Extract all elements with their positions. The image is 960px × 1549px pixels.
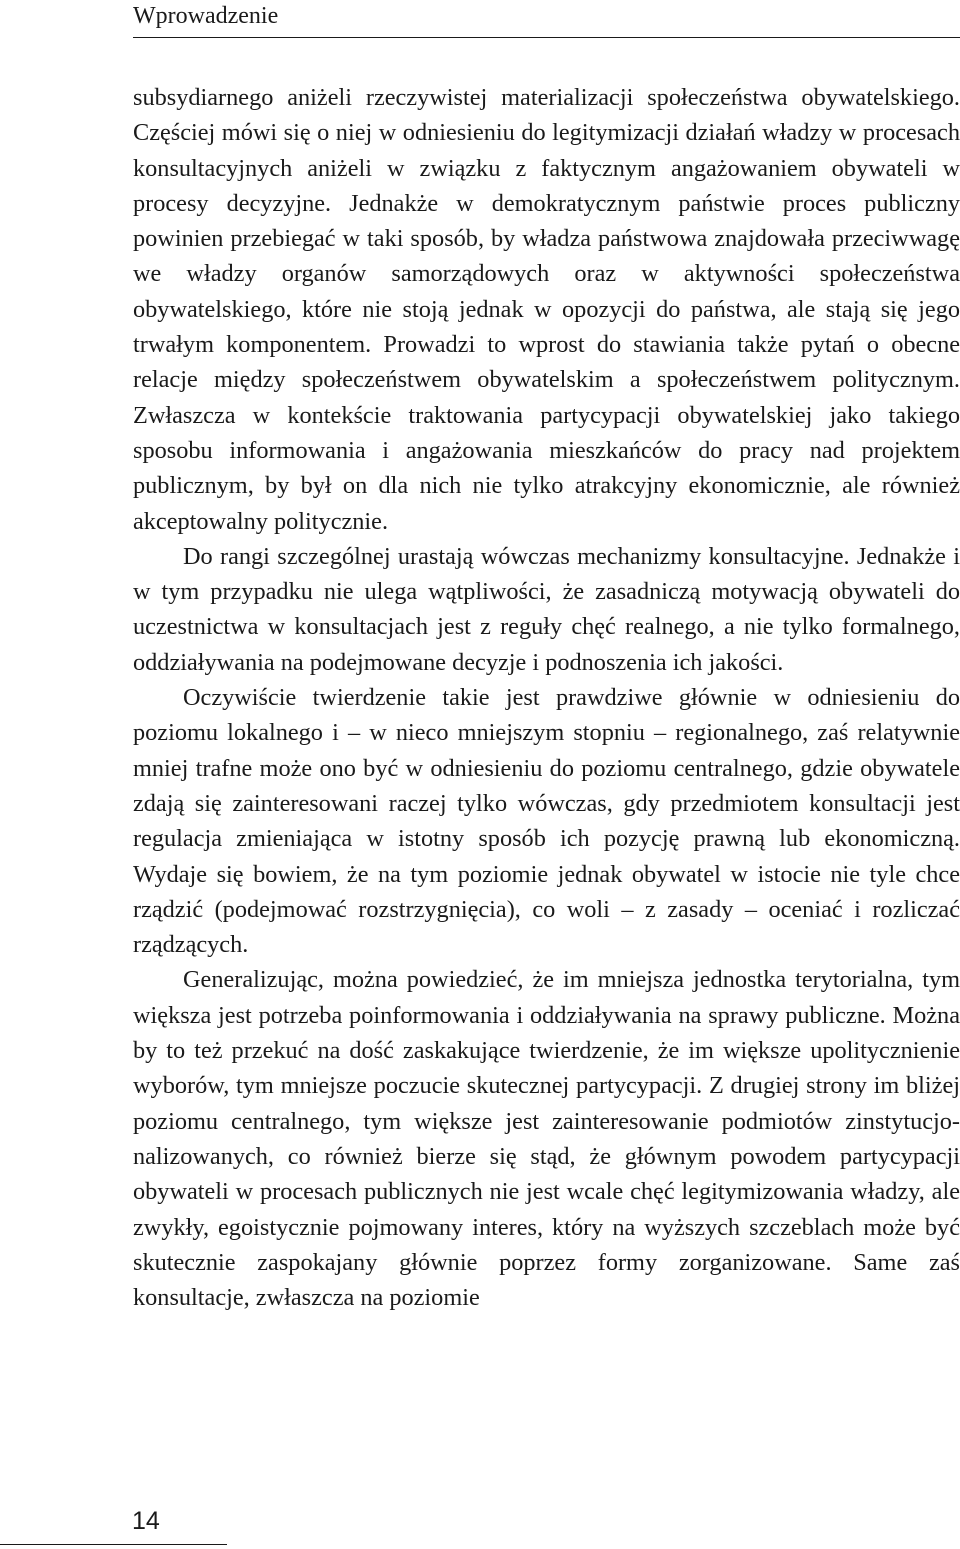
page-number: 14 xyxy=(132,1507,160,1535)
footer-rule xyxy=(0,1544,227,1545)
paragraph-2: Do rangi szczególnej urastają wówczas mechanizmy konsultacyjne. Jednakże i w tym przypadku nie ulega wątpliwości, że zasadniczą motywacją obywateli do uczestnictwa w konsultacjach jest z reguły chęć realnego, a nie tylko formalnego, oddziaływania na podejmowane decyzje i podnoszenia ich jakości. xyxy=(133,542,960,676)
running-head-title: Wprowadzenie xyxy=(133,3,279,29)
header-rule xyxy=(133,37,960,38)
paragraph-4: Generalizując, można powiedzieć, że im mniejsza jednostka terytorialna, tym większa jest potrzeba poinformowania i oddziaływania na sprawy publiczne. Można by to też przekuć na dość zaskakujące twierdzenie, że im większe upolitycznienie wyborów, tym mniejsze poczucie skutecznej partycypacji. Z drugiej strony im bliżej poziomu centralnego, tym większe jest zainteresowanie podmiotów zinstytucjonalizowanych, co również bierze się stąd, że głównym powodem partycypacji obywateli w procesach publicznych nie jest wcale chęć legitymizowania władzy, ale zwykły, egoistycznie pojmowany interes, który na wyższych szczeblach może być skutecznie zaspokajany głównie poprzez formy zorganizowane. Same zaś konsultacje, zwłaszcza na poziomie xyxy=(133,966,960,1312)
paragraph-3: Oczywiście twierdzenie takie jest prawdziwe głównie w odniesieniu do poziomu lokalnego i – w nieco mniejszym stopniu – regionalnego, zaś relatywnie mniej trafne może ono być w odniesieniu do poziomu centralnego, gdzie obywatele zdają się zainteresowani raczej tylko wówczas, gdy przedmiotem konsultacji jest regulacja zmieniająca w istotny sposób ich pozycję prawną lub ekonomiczną. Wydaje się bowiem, że na tym poziomie jednak obywatel w istocie nie tyle chce rządzić (podejmować rozstrzygnięcia), co woli – z zasady – oceniać i rozliczać rządzących. xyxy=(133,684,960,959)
paragraph-1: subsydiarnego aniżeli rzeczywistej materializacji społeczeństwa obywatelskiego. Częściej mówi się o niej w odniesieniu do legitymizacji działań władzy w procesach konsultacyjnych aniżeli w związku z faktycznym angażowaniem obywateli w procesy decyzyjne. Jednakże w demokratycznym państwie proces publiczny powinien przebiegać w taki sposób, by władza państwowa znajdowała przeciwwagę we władzy organów samorządowych oraz w aktywności społeczeństwa obywatelskiego, które nie stoją jednak w opozycji do państwa, ale stają się jego trwałym komponentem. Prowadzi to wprost do stawiania także pytań o obecne relacje między społeczeństwem obywatelskim a społeczeństwem politycznym. Zwłaszcza w kontekście traktowania partycypacji obywatelskiej jako takiego sposobu informowania i angażowania mieszkańców do pracy nad projektem publicznym, by był on dla nich nie tylko atrakcyjny ekonomicznie, ale również akceptowalny politycznie. xyxy=(133,84,960,535)
body-text xyxy=(133,80,960,1315)
